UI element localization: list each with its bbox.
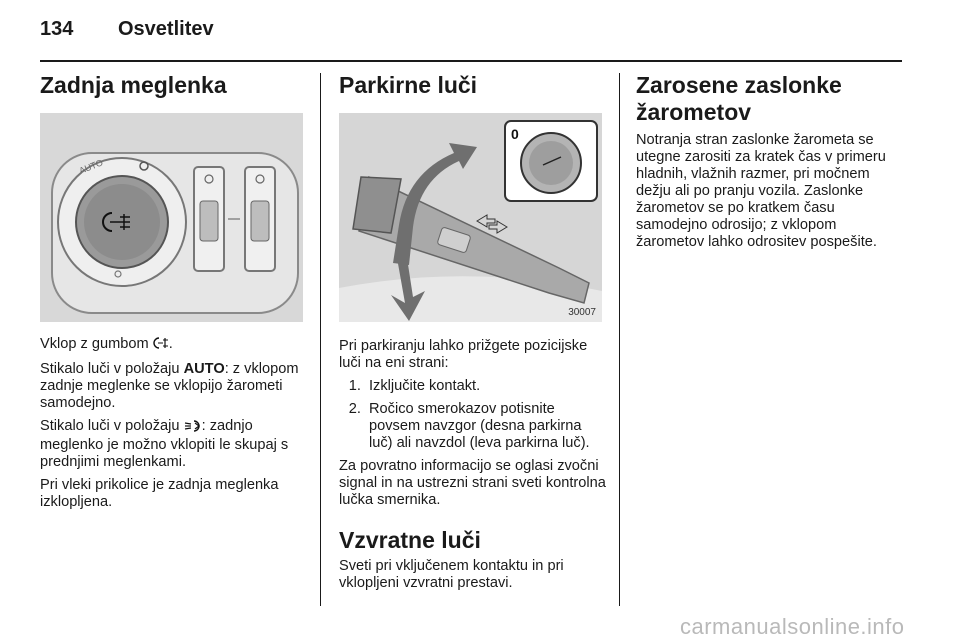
paragraph-rear-fog-2: Stikalo luči v položaju AUTO: z vklopom zadnje meglenke se vklopijo žarometi samodejno. <box>40 361 299 411</box>
paragraph-rear-fog-1: Vklop z gumbom . <box>40 336 305 355</box>
paragraph-rear-fog-3: Stikalo luči v položaju : zadnjo meglenko je možno vklopiti le skupaj s prednjimi meglenkami. <box>40 418 289 470</box>
column-misted-headlights <box>636 72 904 257</box>
paragraph-parking-feedback: Za povratno informacijo se oglasi zvočni signal in na ustrezni strani sveti kontrolna lučka smernika. <box>339 458 606 508</box>
auto-keyword: AUTO <box>183 361 225 377</box>
section-title-parking-lights: Parkirne luči <box>339 72 478 98</box>
paragraph-parking-intro: Pri parkiranju lahko prižgete pozicijske luči na eni strani: <box>339 338 588 371</box>
list-item: 1. Izključite kontakt. <box>365 378 607 395</box>
section-title-misted-headlights: Zarosene zaslonke žarometov <box>636 72 842 125</box>
column-divider-1 <box>320 73 321 606</box>
column-rear-fog <box>40 72 305 517</box>
rear-fog-icon <box>153 336 169 355</box>
page-number: 134 <box>40 18 74 40</box>
column-parking-lights <box>339 72 607 598</box>
paragraph-rear-fog-4: Pri vleki prikolice je zadnja meglenka izklopljena. <box>40 477 279 510</box>
paragraph-misted-headlights: Notranja stran zaslonke žarometa se utegne zarositi za kratek čas v primeru hladnih, vlažnih razmer, pri močnem dežju ali po pranju vozila. Zaslonke žarometov se po kratkem času samodejno odrosijo; z vklopom žarometov lahko odrositev pospešite. <box>636 132 886 250</box>
parking-steps-list <box>339 378 607 452</box>
turn-signal-lever-illustration <box>339 113 602 322</box>
section-title-reverse-lights: Vzvratne luči <box>339 527 481 553</box>
page-section-title: Osvetlitev <box>118 18 214 40</box>
turn-signal-lever-figure <box>339 113 602 322</box>
paragraph-reverse-lights: Sveti pri vključenem kontaktu in pri vklopljeni vzvratni prestavi. <box>339 558 564 591</box>
watermark: carmanualsonline.info <box>680 614 905 639</box>
figure-number: 30007 <box>568 307 596 318</box>
list-item: 2. Ročico smerokazov potisnite povsem navzgor (desna parkirna luč) ali navzdol (leva parkirna luč). <box>365 401 607 452</box>
switch-position-zero: 0 <box>511 126 519 142</box>
header-rule <box>40 60 902 62</box>
column-divider-2 <box>619 73 620 606</box>
light-switch-illustration <box>40 113 303 322</box>
page-header <box>40 18 902 58</box>
section-title-rear-fog: Zadnja meglenka <box>40 72 227 98</box>
light-switch-figure <box>40 113 303 322</box>
low-beam-icon <box>184 420 202 437</box>
auto-label: AUTO <box>77 157 105 176</box>
